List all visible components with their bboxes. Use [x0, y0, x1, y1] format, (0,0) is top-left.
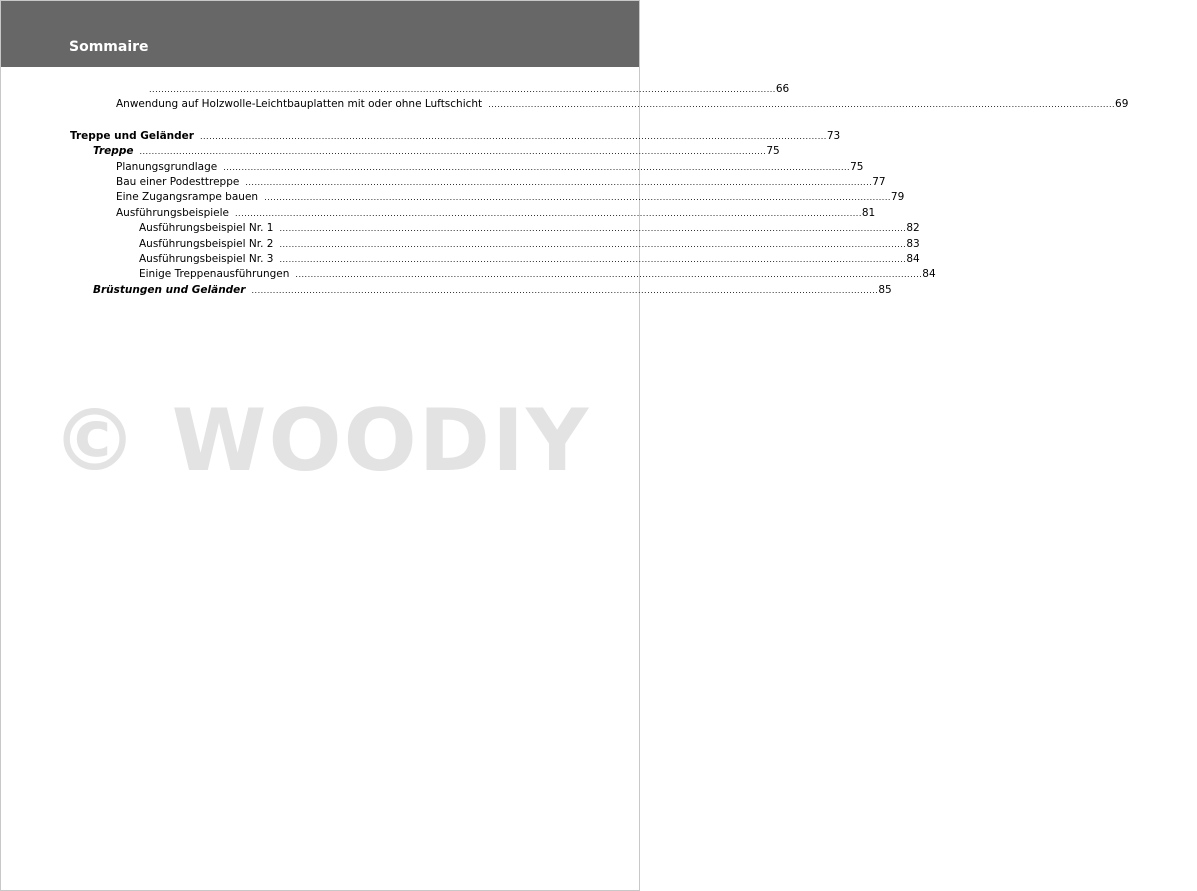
- toc-leader-dots: ..............................................................................................................................................................................................................: [199, 131, 827, 141]
- toc-entry-label: Planungsgrundlage: [116, 160, 218, 173]
- toc-entry-label: Anwendung auf Holzwolle-Leichtbauplatten mit oder ohne Luftschicht: [116, 98, 483, 111]
- toc-entry[interactable]: [1, 98, 1129, 113]
- toc-leader-dots: ..............................................................................................................................................................................................................: [139, 147, 767, 157]
- toc-entry-page: 66: [775, 83, 790, 95]
- toc-entry-page: 73: [826, 129, 841, 142]
- toc-entry-page: 77: [872, 175, 886, 188]
- toc-entry-page: 75: [766, 145, 780, 158]
- toc-entry[interactable]: [1, 283, 892, 299]
- toc-entry-label: Treppe: [93, 145, 134, 158]
- toc-entry-page: 83: [906, 237, 920, 250]
- toc-entry-page: 85: [878, 283, 892, 296]
- toc-leader-dots: ..............................................................................................................................................................................................................: [251, 285, 879, 295]
- toc-leader-dots: ..............................................................................................................................................................................................................: [279, 254, 907, 264]
- toc-entry[interactable]: [1, 145, 780, 160]
- toc-entry-page: 81: [861, 206, 876, 219]
- toc-entry-label: Brüstungen und Geländer: [93, 283, 246, 296]
- toc-entry[interactable]: [1, 191, 905, 206]
- toc-entry-label: Treppe und Geländer: [70, 129, 194, 142]
- toc-leader-dots: ..............................................................................................................................................................................................................: [235, 208, 862, 218]
- toc-leader-dots: ..............................................................................................................................................................................................................: [264, 193, 891, 203]
- toc-entry-label: Ausführungsbeispiele: [116, 206, 230, 219]
- table-of-contents: [1, 83, 1129, 299]
- toc-entry-page: 69: [1115, 98, 1129, 111]
- toc-leader-dots: ..............................................................................................................................................................................................................: [279, 224, 907, 234]
- toc-entry-page: 84: [906, 252, 920, 265]
- toc-entry-page: 84: [922, 268, 936, 281]
- toc-leader-dots: ..............................................................................................................................................................................................................: [245, 177, 873, 187]
- toc-entry-label: Eine Zugangsrampe bauen: [116, 191, 259, 204]
- toc-entry-label: Ausführungsbeispiel Nr. 2: [139, 237, 274, 250]
- toc-entry-label: Einige Treppenausführungen: [139, 268, 290, 281]
- toc-entry[interactable]: [1, 252, 920, 268]
- toc-entry[interactable]: [1, 83, 790, 98]
- toc-entry-page: 79: [890, 191, 905, 204]
- copyright-watermark: © WOODIY: [51, 391, 591, 491]
- toc-entry-label: Bau einer Podesttreppe: [116, 175, 240, 188]
- toc-entry[interactable]: [1, 222, 920, 237]
- toc-entry-label: Ausführungsbeispiel Nr. 3: [139, 252, 274, 265]
- toc-entry-label: Ausführungsbeispiel Nr. 1: [139, 222, 274, 235]
- toc-entry[interactable]: [1, 237, 920, 253]
- toc-entry[interactable]: [1, 175, 886, 191]
- toc-entry-page: 75: [850, 160, 864, 173]
- toc-leader-dots: ..............................................................................................................................................................................................................: [488, 100, 1116, 110]
- toc-leader-dots: ..............................................................................................................................................................................................................: [295, 270, 923, 280]
- toc-leader-dots: ..............................................................................................................................................................................................................: [279, 239, 907, 249]
- toc-entry[interactable]: [1, 160, 864, 176]
- toc-leader-dots: ..............................................................................................................................................................................................................: [223, 162, 851, 172]
- page-title: Sommaire: [69, 39, 149, 55]
- toc-entry-page: 82: [906, 222, 920, 235]
- page-header: [1, 1, 639, 67]
- toc-entry[interactable]: [1, 129, 841, 145]
- toc-leader-dots: ..............................................................................................................................................................................................................: [149, 85, 776, 94]
- toc-entry[interactable]: [1, 206, 876, 222]
- toc-entry[interactable]: [1, 268, 936, 283]
